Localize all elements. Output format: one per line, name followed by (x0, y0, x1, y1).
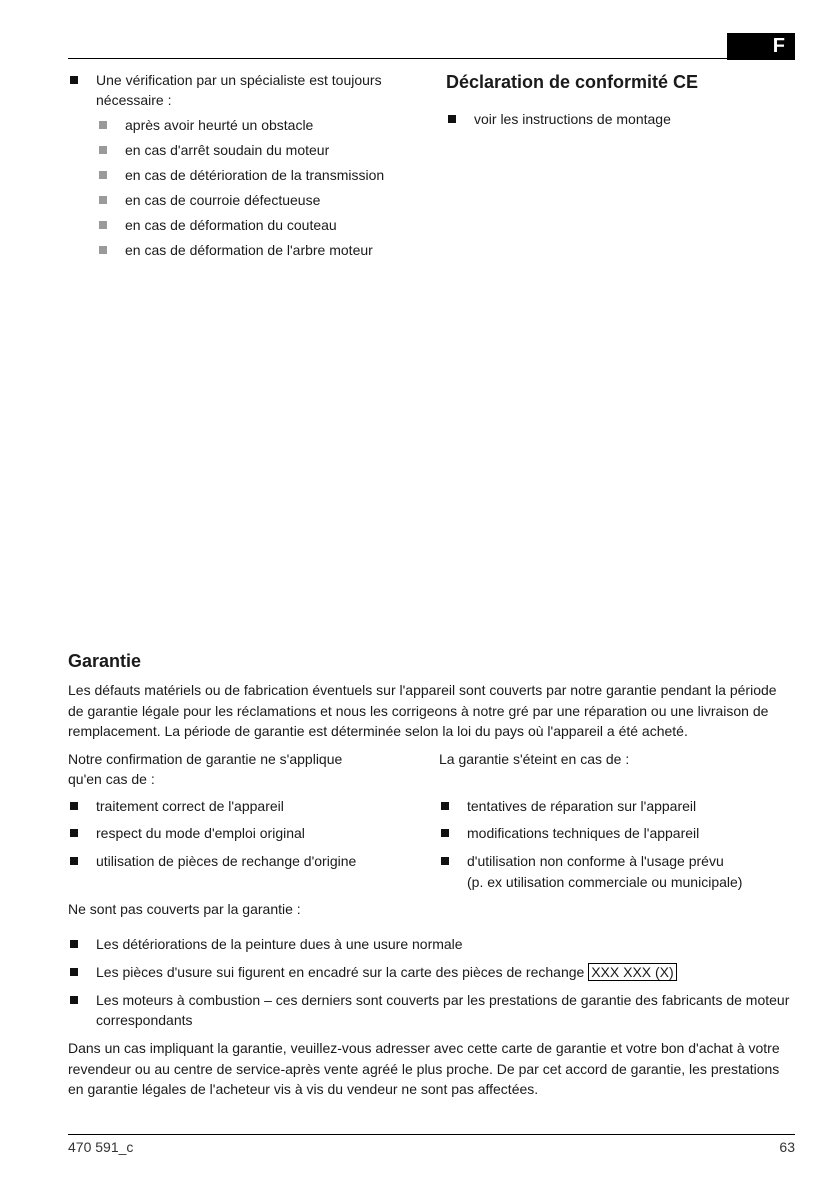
bullet-square-grey-icon (99, 171, 107, 179)
warranty-applies-item: traitement correct de l'appareil (96, 798, 284, 814)
warranty-heading: Garantie (68, 651, 142, 671)
bullet-square-icon (70, 968, 78, 976)
warranty-expires-item-note: (p. ex utilisation commerciale ou municipale) (467, 874, 743, 890)
warranty-expires-item: modifications techniques de l'appareil (467, 825, 700, 841)
warranty-applies-item: utilisation de pièces de rechange d'origine (96, 853, 357, 869)
inspection-item: après avoir heurté un obstacle (125, 117, 314, 133)
inspection-item: en cas de déformation du couteau (125, 217, 337, 233)
bullet-square-icon (441, 802, 449, 810)
not-covered-heading: Ne sont pas couverts par la garantie : (68, 901, 301, 917)
ce-conformity-heading: Déclaration de conformité CE (446, 72, 699, 92)
not-covered-item (96, 962, 677, 982)
bullet-square-icon (441, 857, 449, 865)
inspection-item: en cas d'arrêt soudain du moteur (125, 142, 330, 158)
warranty-intro: Les défauts matériels ou de fabrication éventuels sur l'appareil sont couverts par notre garantie pendant la période de garantie légale pour les réclamations et nous les corrigeons à notre gré par une réparation ou une livraison de remplacement. La période de garantie est déterminée selon la loi du pays où l'appareil a été acheté. (68, 682, 777, 739)
warranty-expires-item: d'utilisation non conforme à l'usage prévu (467, 853, 724, 869)
warranty-applies-heading: Notre confirmation de garantie ne s'applique qu'en cas de : (68, 751, 343, 787)
warranty-applies-item: respect du mode d'emploi original (96, 825, 305, 841)
bullet-square-grey-icon (99, 221, 107, 229)
inspection-item: en cas de détérioration de la transmission (125, 167, 385, 183)
inspection-item: en cas de déformation de l'arbre moteur (125, 242, 373, 258)
bullet-square-icon (70, 76, 78, 84)
warranty-expires-item: tentatives de réparation sur l'appareil (467, 798, 697, 814)
footer-rule (68, 1134, 795, 1135)
inspection-item: en cas de courroie défectueuse (125, 192, 321, 208)
bullet-square-icon (70, 857, 78, 865)
page-number: 63 (779, 1139, 795, 1155)
warranty-closing: Dans un cas impliquant la garantie, veuillez-vous adresser avec cette carte de garantie et votre bon d'achat à votre revendeur ou au centre de service-après vente agréé le plus proche. De par cet accord de garantie, les prestations en garantie légales de l'acheteur vis à vis du vendeur ne sont pas affectées. (68, 1040, 780, 1097)
inspection-intro: Une vérification par un spécialiste est toujours nécessaire : (96, 72, 382, 108)
not-covered-item: Les moteurs à combustion – ces derniers sont couverts par les prestations de garantie des fabricants de moteur correspondants (96, 992, 790, 1028)
language-tab: F (727, 33, 795, 60)
bullet-square-icon (70, 940, 78, 948)
header-rule (68, 58, 795, 59)
bullet-square-icon (448, 115, 456, 123)
bullet-square-grey-icon (99, 121, 107, 129)
bullet-square-icon (70, 829, 78, 837)
bullet-square-icon (441, 829, 449, 837)
warranty-expires-heading: La garantie s'éteint en cas de : (439, 751, 630, 767)
part-number-box: XXX XXX (X) (588, 963, 676, 981)
ce-conformity-text: voir les instructions de montage (474, 111, 671, 127)
bullet-square-icon (70, 996, 78, 1004)
not-covered-item: Les détériorations de la peinture dues à une usure normale (96, 936, 463, 952)
bullet-square-icon (70, 802, 78, 810)
bullet-square-grey-icon (99, 246, 107, 254)
document-number: 470 591_c (68, 1139, 134, 1155)
not-covered-item-text: Les pièces d'usure sui figurent en encadré sur la carte des pièces de rechange (96, 964, 585, 980)
bullet-square-grey-icon (99, 146, 107, 154)
bullet-square-grey-icon (99, 196, 107, 204)
